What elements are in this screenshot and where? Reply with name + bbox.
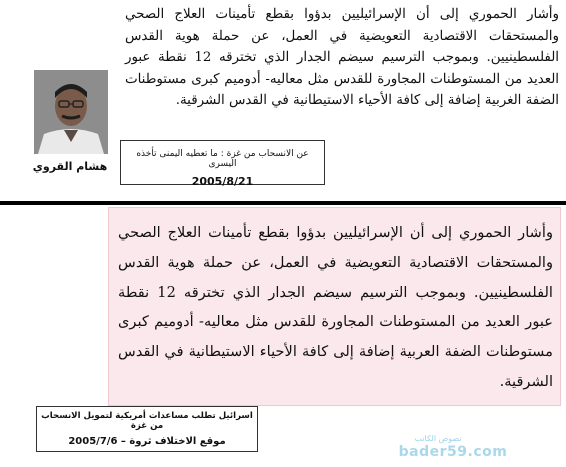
author-photo	[34, 70, 108, 154]
related-article-title-top[interactable]: عن الانسحاب من غزة : ما تعطيه اليمنى تأخذه اليسرى	[136, 149, 309, 169]
related-article-source-bottom: موقع الاختلاف ثروة – 2005/7/6	[68, 436, 226, 447]
article-paragraph-top: وأشار الحموري إلى أن الإسرائيليين بدؤوا بقطع تأمينات العلاج الصحي والمستحقات الاقتصادية التعويضية في العمل، عن حملة هوية القدس الفلسطينيين. وبموجب الترسيم سيضم الجدار الذي تخترقه 12 نقطة عبور العديد من المستوطنات المجاورة للقدس مثل معاليه- أدوميم كبرى مستوطنات الضفة الغربية إضافة إلى كافة الأحياء الاستيطانية في القدس الشرقية.	[125, 7, 559, 108]
related-article-box-top[interactable]	[120, 140, 325, 188]
section-divider	[0, 201, 566, 205]
watermark-site: bader59.com	[398, 444, 508, 460]
watermark-caption: نصوص الكاتب	[414, 434, 462, 443]
related-article-title-bottom[interactable]: اسرائيل تطلب مساعدات أمريكية لتمويل الانسحاب من غزة	[41, 411, 253, 431]
author-portrait-icon	[34, 70, 108, 154]
related-article-date-top: 2005/8/21	[191, 175, 254, 188]
related-article-box-bottom[interactable]	[36, 406, 258, 452]
author-name: هشام القروي	[32, 160, 108, 173]
article-paragraph-bottom: وأشار الحموري إلى أن الإسرائيليين بدؤوا بقطع تأمينات العلاج الصحي والمستحقات الاقتصادية التعويضية في العمل، عن حملة هوية القدس الفلسطينيين. وبموجب الترسيم سيضم الجدار الذي تخترقه 12 نقطة عبور العديد من المستوطنات المجاورة للقدس مثل معاليه- أدوميم كبرى مستوطنات الضفة العربية إضافة إلى كافة الأحياء الاستيطانية في القدس الشرقية.	[118, 224, 553, 390]
